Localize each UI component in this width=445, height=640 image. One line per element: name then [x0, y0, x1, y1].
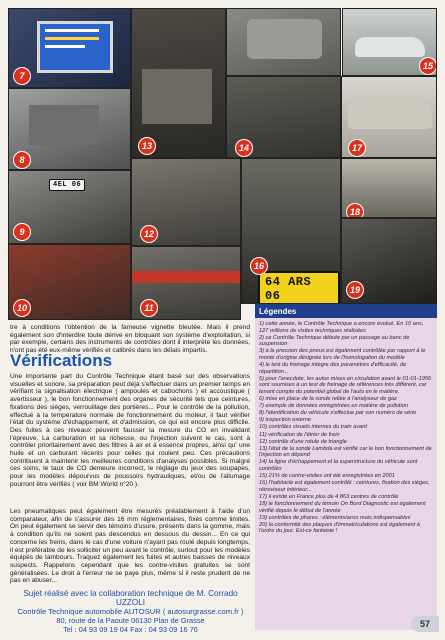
legend-item: 12) contrôle d'une rotule de triangle	[259, 438, 347, 445]
legend-item: 1) cette année, le Contrôle Technique a encore évolué. En 10 ans, 127 millions de visites techniques réalisées	[259, 321, 424, 334]
intro-paragraph: tre à conditions l'obtention de la fameuse vignette bleutée. Mais il prend également son d'interdire toute dérive en bloquant son système d'exploitation, si par exemple, certains des instruments de contrôles dont il interprète les données, n'ont pas été eux-même vérifiés et calibrés dans les délais impartis.	[10, 324, 250, 355]
credits-line: Sujet réalisé avec la collaboration technique de M. Corrado UZZOLI	[23, 589, 238, 607]
photo-number-badge: 8	[13, 151, 31, 169]
photo-analyser	[8, 8, 131, 88]
legend-item: 7) exemple de données enregistrées en matière de pollution	[259, 403, 408, 410]
photo-plate-check	[241, 158, 341, 304]
photo-number-badge: 15	[419, 57, 437, 75]
photo-car-interior-check	[341, 76, 437, 158]
photo-headlights	[341, 218, 437, 304]
photo-rear-car	[8, 170, 131, 244]
photo-car-silver	[342, 8, 437, 76]
legend-item: 9) inspection externe	[259, 417, 311, 424]
legend-item: 13) l'état de la sonde Lambda est vérifié car le bon fonctionnement de l'injection en dépend	[259, 445, 432, 459]
legend-item: 16) l'habitacle est également contrôlé : ceintures, fixation des sièges, rétroviseur intérieur...	[259, 480, 430, 493]
photo-number-badge: 10	[13, 299, 31, 317]
legend-item: 4) le test du freinage intègre des paramètres d'efficacité, de répartition...	[259, 362, 407, 375]
legend-item: 15) 21% de contre-visites ont été enregistrées en 2001	[259, 473, 395, 480]
photo-number-badge: 11	[140, 299, 158, 317]
photo-underbody	[226, 76, 341, 158]
photo-number-badge: 16	[250, 257, 268, 275]
credits-company: Contrôle Technique automobile AUTOSUR ( autosurgrasse.com.fr )	[17, 607, 244, 616]
photo-engine-open	[8, 88, 131, 170]
legend-item: 14) la ligne d'échappement et la superstructure du véhicule sont contrôlés	[259, 459, 418, 472]
legend-item: 8) l'identification du véhicule s'effectue par son numéro de série	[259, 410, 417, 417]
legend-item: 18) le fonctionnement du témoin On Bord Diagnostic est également vérifié depuis le début de l'année	[259, 500, 426, 514]
credits-contact	[8, 589, 253, 634]
photo-brake-check	[131, 158, 241, 246]
photo-number-badge: 18	[346, 203, 364, 218]
legend-item: 10) contrôles visuels internes du train avant	[259, 424, 367, 431]
legend-item: 19) contrôles de phares : éléments/anss mais indispensables	[259, 514, 411, 521]
legend-item: 3) à la pression des pneus est également contrôlée par rapport à le monte d'origine désignée lors de l'homologation du modèle	[259, 348, 426, 361]
photo-engine-bay	[131, 8, 226, 158]
photo-inspector-lift	[8, 244, 131, 320]
photo-number-badge: 17	[348, 139, 366, 157]
photo-number-badge: 13	[138, 137, 156, 155]
legend-list	[259, 321, 434, 535]
paragraph-verifications: Une importante part du Contrôle Technique étant basé sur des observations visuelles et sonore, sa préparation peut déjà s'effectuer dans un premier temps en vérifiant la signalisation électrique ( ampoules et cabochons ) et accoustique ( avertisseur ), le bon fonctionnement des organes de sécurité tels que ceintures, fixations des sièges, verrouillage des portières... Pour le contrôle de la pollution, effectué à la température normale de fonctionnement du moteur, il faut vérifier l'état du système d'échappement, et d'admission, ce qui est encore plus difficile. Des fuites à ces niveaux peuvent fausser la mesure du CO en invalidant l'épreuve. La carburation et sa richesse, ou l'injection suivent le cas, sont à contrôler prioritairement avec des filtres à air et à essence propres, ainsi qu' une huile et un carburant récents pour celles qui roulent peu. Ces précautions contribuent à maintenir les meilleures conditions d'analyses possibles. Si malgré ces soins, le taux de CO demeure incorrect, le réglage du jeux des soupapes, pour les modèles dépourvus de poussoirs hydrauliques, et/ou de l'allumage pourront être vérifiés ( voir BM World n°20 ).	[10, 373, 250, 488]
photo-number-badge: 12	[140, 225, 158, 243]
legend-panel	[255, 304, 437, 630]
license-plate-small: 4EL 06	[49, 179, 85, 191]
photo-number-badge: 14	[235, 139, 253, 157]
credits-phone: Tel : 04 93 09 19 04 Fax : 04 93 09 16 76	[63, 625, 198, 634]
photo-under-lift	[131, 246, 241, 320]
legend-item: 11) vérification de l'étrier de frein	[259, 431, 340, 438]
legend-title: Légendes	[255, 304, 437, 318]
legend-item: 5) pour l'anecdote, les autos mises en circulation avant le 01-01-1956 sont soumises à un test de freinage de références très différent, car tenant compte du potentiel global de l'auto en le matière.	[259, 375, 432, 395]
credits-address: 80, route de la Paoute 06130 Plan de Grasse	[56, 616, 205, 625]
legend-item: 2) ce Contrôle Technique débute par un passage au banc de suspension	[259, 334, 410, 348]
section-title: Vérifications	[10, 351, 113, 370]
legend-item: 17) il existe en France plus de 4 863 centres de contrôle	[259, 493, 399, 500]
photo-chassis-lift	[226, 8, 341, 76]
photo-dashboard	[341, 158, 437, 218]
paragraph-tyres-brakes: Les pneumatiques peut également être mesurés préalablement à l'aide d'un comparateur, afin de s'assurer des 16 mm réglementaires, fixés comme limites. On peut également se servir des témoins d'usure, présents dans la gomme, mais à condition qu'ils ne soient pas descendus en dessous du dessin... En ce qui concerne les freins, dans le cas d'une voiture n'ayant pas roulé depuis longtemps, il est préférable de les solliciter un peu avant le contrôle, surtout pour les modèles équipés de tambours. Traquez également les fuites et autres baisses de niveaux suspects. Rappelons cependant que les contre-visites gratuites se sont généralisées. Le droit à l'erreur ne se paye plus, même si il reste prudent de ne pas en abuser...	[10, 508, 250, 585]
page-number: 57	[411, 616, 439, 632]
license-plate-large: 64 ARS 06	[258, 271, 340, 304]
photo-number-badge: 9	[13, 223, 31, 241]
photo-number-badge: 7	[13, 67, 31, 85]
photo-number-badge: 19	[346, 281, 364, 299]
legend-item: 20) la conformité des plaques d'immatriculations est également à l'ordre du jour. Est-ce fantaisie !	[259, 521, 420, 535]
legend-item: 6) mise en place de la sonde reliée à l'analyseur de gaz	[259, 396, 397, 403]
